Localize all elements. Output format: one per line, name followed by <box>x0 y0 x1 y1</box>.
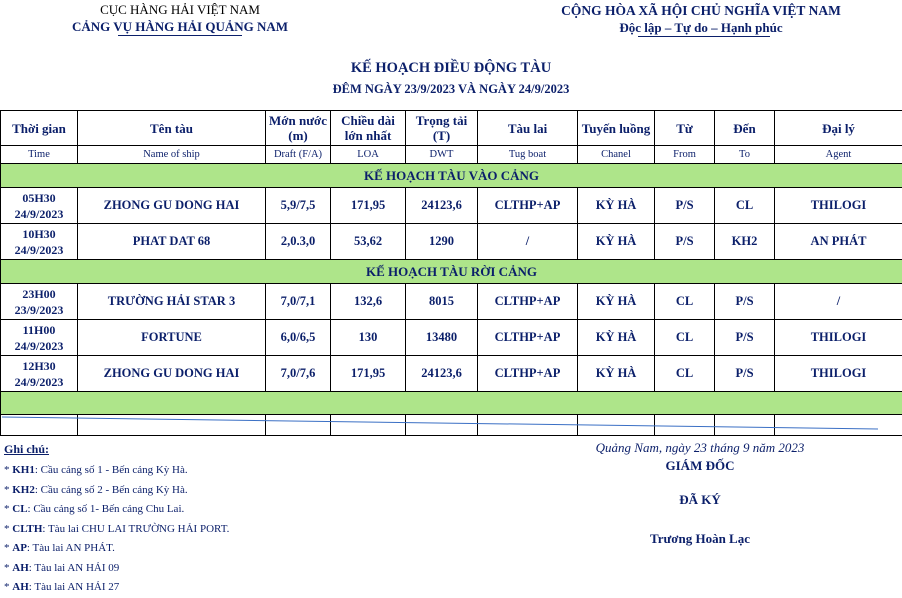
header-row-vi <box>1 111 902 146</box>
note-item: * AH: Tàu lai AN HẢI 09 <box>4 559 229 579</box>
note-code: KH1 <box>12 464 35 476</box>
issuing-agency-header <box>0 0 360 36</box>
col-header-from: Từ <box>655 111 715 146</box>
col-subheader-loa: LOA <box>331 146 406 164</box>
agency-name: CẢNG VỤ HÀNG HẢI QUẢNG NAM <box>0 18 360 36</box>
col-header-draft: Mớn nước (m) <box>266 111 331 146</box>
note-code: CL <box>12 503 27 515</box>
decorative-line <box>0 412 902 432</box>
col-header-time: Thời gian <box>1 111 78 146</box>
cell-ship: PHAT DAT 68 <box>78 224 266 260</box>
time-hour: 05H30 <box>22 191 55 205</box>
note-text: : Cầu cảng số 2 - Bến cảng Kỳ Hà. <box>35 484 188 496</box>
section-arrivals-header <box>1 164 902 188</box>
cell-agent: / <box>775 284 902 320</box>
time-date: 24/9/2023 <box>15 339 64 353</box>
col-subheader-time: Time <box>1 146 78 164</box>
cell-time <box>1 188 78 224</box>
note-code: CLTH <box>12 523 42 535</box>
ship-schedule-table <box>0 110 902 436</box>
note-text: : Tàu lai AN HẢI 09 <box>29 562 120 574</box>
time-date: 24/9/2023 <box>15 207 64 221</box>
cell-loa: 132,6 <box>331 284 406 320</box>
page-title: KẾ HOẠCH ĐIỀU ĐỘNG TÀU <box>0 60 902 77</box>
signer-name: Trương Hoàn Lạc <box>540 531 860 547</box>
col-subheader-tug: Tug boat <box>478 146 578 164</box>
col-subheader-draft: Draft (F/A) <box>266 146 331 164</box>
note-code: AH <box>12 581 29 593</box>
cell-draft: 7,0/7,1 <box>266 284 331 320</box>
cell-to: KH2 <box>715 224 775 260</box>
time-hour: 12H30 <box>22 359 55 373</box>
col-header-tug: Tàu lai <box>478 111 578 146</box>
cell-ship: ZHONG GU DONG HAI <box>78 356 266 392</box>
header-row-en <box>1 146 902 164</box>
cell-loa: 171,95 <box>331 188 406 224</box>
cell-time <box>1 284 78 320</box>
cell-to: P/S <box>715 284 775 320</box>
table-row <box>1 320 902 356</box>
section-title: KẾ HOẠCH TÀU RỜI CẢNG <box>1 260 902 284</box>
cell-channel: KỲ HÀ <box>578 320 655 356</box>
cell-from: P/S <box>655 188 715 224</box>
cell-channel: KỲ HÀ <box>578 188 655 224</box>
col-header-dwt: Trọng tải (T) <box>406 111 478 146</box>
cell-agent: THILOGI <box>775 356 902 392</box>
cell-agent: THILOGI <box>775 188 902 224</box>
cell-tug: CLTHP+AP <box>478 320 578 356</box>
col-header-loa: Chiều dài lớn nhất <box>331 111 406 146</box>
note-code: KH2 <box>12 484 35 496</box>
table-row <box>1 188 902 224</box>
time-date: 23/9/2023 <box>15 303 64 317</box>
cell-to: CL <box>715 188 775 224</box>
col-subheader-to: To <box>715 146 775 164</box>
col-subheader-channel: Chanel <box>578 146 655 164</box>
cell-ship: FORTUNE <box>78 320 266 356</box>
notes-title: Ghi chú: <box>4 442 229 457</box>
cell-dwt: 8015 <box>406 284 478 320</box>
cell-dwt: 1290 <box>406 224 478 260</box>
cell-agent: THILOGI <box>775 320 902 356</box>
table-row <box>1 224 902 260</box>
national-motto-header <box>500 0 902 37</box>
col-subheader-agent: Agent <box>775 146 902 164</box>
note-item: * KH2: Cầu cảng số 2 - Bến cảng Kỳ Hà. <box>4 481 229 501</box>
note-code: AH <box>12 562 29 574</box>
signed-mark: ĐÃ KÝ <box>540 492 860 508</box>
country-name: CỘNG HÒA XÃ HỘI CHỦ NGHĨA VIỆT NAM <box>500 2 902 19</box>
motto-underline <box>638 36 770 37</box>
cell-channel: KỲ HÀ <box>578 284 655 320</box>
cell-agent: AN PHÁT <box>775 224 902 260</box>
cell-from: CL <box>655 320 715 356</box>
note-item: * CLTH: Tàu lai CHU LAI TRƯỜNG HẢI PORT. <box>4 520 229 540</box>
note-item: * CL: Cầu cảng số 1- Bến cảng Chu Lai. <box>4 500 229 520</box>
cell-draft: 2,0.3,0 <box>266 224 331 260</box>
cell-tug: CLTHP+AP <box>478 284 578 320</box>
agency-underline <box>118 35 242 36</box>
note-text: : Cầu cảng số 1- Bến cảng Chu Lai. <box>28 503 185 515</box>
page-subtitle: ĐÊM NGÀY 23/9/2023 VÀ NGÀY 24/9/2023 <box>0 82 902 97</box>
cell-ship: ZHONG GU DONG HAI <box>78 188 266 224</box>
cell-from: CL <box>655 356 715 392</box>
note-item: * AH: Tàu lai AN HẢI 27 <box>4 578 229 598</box>
cell-time <box>1 356 78 392</box>
cell-ship: TRƯỜNG HẢI STAR 3 <box>78 284 266 320</box>
cell-dwt: 24123,6 <box>406 356 478 392</box>
strike-line <box>2 417 878 429</box>
signer-title: GIÁM ĐỐC <box>540 458 860 474</box>
note-text: : Cầu cảng số 1 - Bến cảng Kỳ Hà. <box>35 464 188 476</box>
note-item: * KH1: Cầu cảng số 1 - Bến cảng Kỳ Hà. <box>4 461 229 481</box>
cell-loa: 53,62 <box>331 224 406 260</box>
cell-to: P/S <box>715 356 775 392</box>
cell-draft: 7,0/7,6 <box>266 356 331 392</box>
cell-tug: / <box>478 224 578 260</box>
cell-draft: 5,9/7,5 <box>266 188 331 224</box>
col-subheader-from: From <box>655 146 715 164</box>
cell-from: CL <box>655 284 715 320</box>
time-date: 24/9/2023 <box>15 375 64 389</box>
section-departures-header <box>1 260 902 284</box>
motto: Độc lập – Tự do – Hạnh phúc <box>500 19 902 37</box>
cell-to: P/S <box>715 320 775 356</box>
cell-from: P/S <box>655 224 715 260</box>
col-header-to: Đến <box>715 111 775 146</box>
section-title: KẾ HOẠCH TÀU VÀO CẢNG <box>1 164 902 188</box>
cell-dwt: 13480 <box>406 320 478 356</box>
table-row <box>1 356 902 392</box>
col-header-agent: Đại lý <box>775 111 902 146</box>
cell-loa: 171,95 <box>331 356 406 392</box>
note-item: * AP: Tàu lai AN PHÁT. <box>4 539 229 559</box>
col-subheader-dwt: DWT <box>406 146 478 164</box>
note-text: : Tàu lai AN HẢI 27 <box>29 581 120 593</box>
cell-time <box>1 224 78 260</box>
cell-loa: 130 <box>331 320 406 356</box>
ministry-name: CỤC HÀNG HẢI VIỆT NAM <box>0 2 360 18</box>
note-code: AP <box>12 542 27 554</box>
cell-channel: KỲ HÀ <box>578 356 655 392</box>
time-date: 24/9/2023 <box>15 243 64 257</box>
time-hour: 10H30 <box>22 227 55 241</box>
notes-section <box>4 442 229 598</box>
cell-tug: CLTHP+AP <box>478 356 578 392</box>
table-row <box>1 284 902 320</box>
col-subheader-ship: Name of ship <box>78 146 266 164</box>
signature-date: Quảng Nam, ngày 23 tháng 9 năm 2023 <box>540 440 860 456</box>
time-hour: 23H00 <box>22 287 55 301</box>
cell-time <box>1 320 78 356</box>
cell-channel: KỲ HÀ <box>578 224 655 260</box>
note-text: : Tàu lai CHU LAI TRƯỜNG HẢI PORT. <box>42 523 229 535</box>
cell-tug: CLTHP+AP <box>478 188 578 224</box>
cell-draft: 6,0/6,5 <box>266 320 331 356</box>
col-header-channel: Tuyến luồng <box>578 111 655 146</box>
note-text: : Tàu lai AN PHÁT. <box>27 542 115 554</box>
col-header-ship: Tên tàu <box>78 111 266 146</box>
time-hour: 11H00 <box>23 323 56 337</box>
cell-dwt: 24123,6 <box>406 188 478 224</box>
